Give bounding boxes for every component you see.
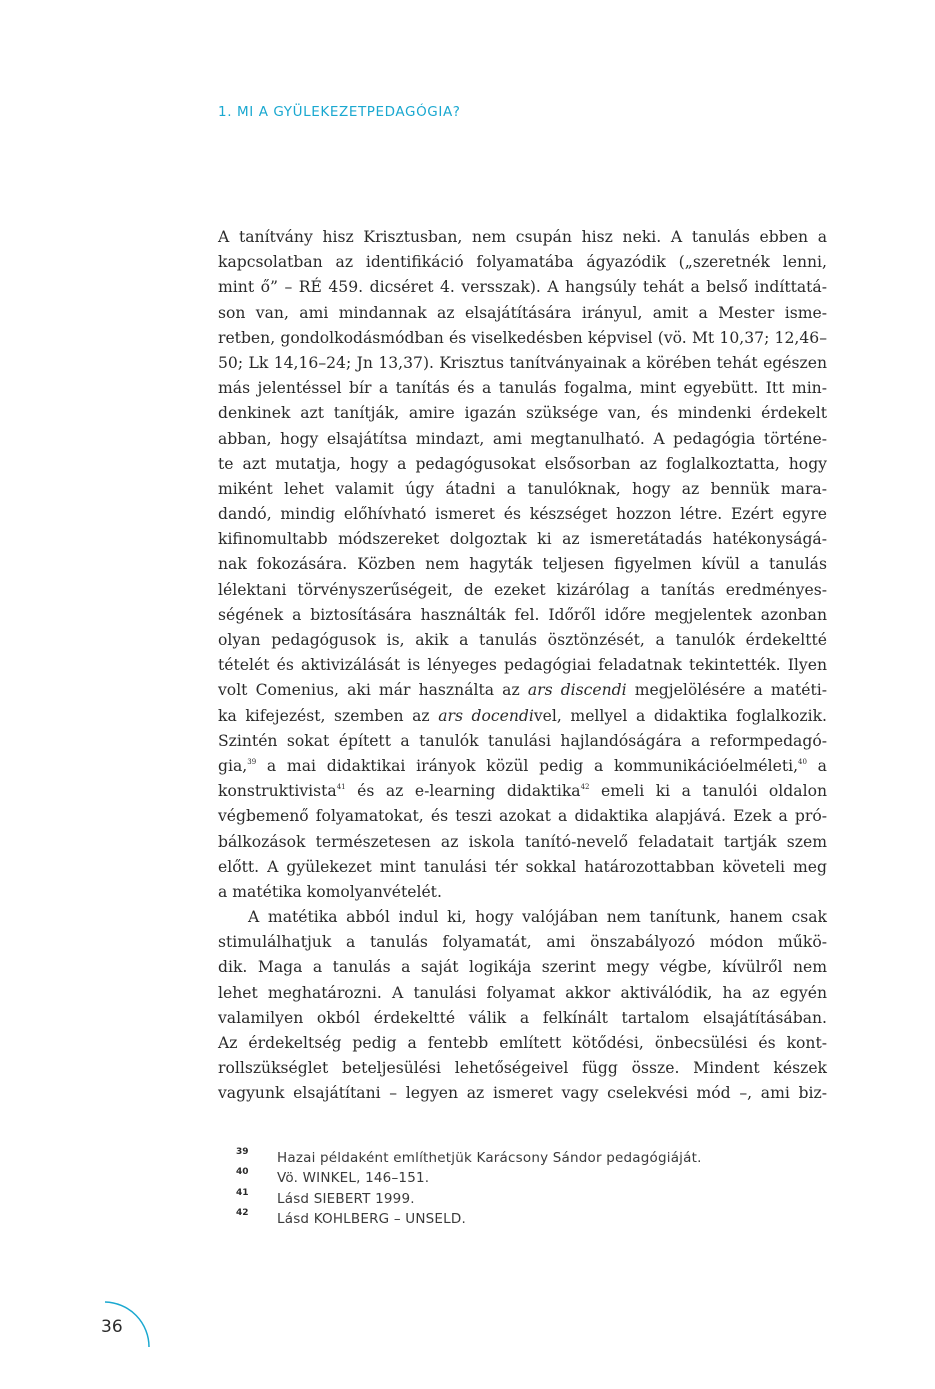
text-line: előtt. A gyülekezet mint tanulási tér sokkal határozottabban követeli meg xyxy=(218,857,827,876)
footnote-ref-40[interactable]: 40 xyxy=(798,757,807,766)
text-run: konstruktivista xyxy=(218,782,337,801)
text-line: nak fokozására. Közben nem hagyták teljesen figyelmen kívül a tanulás xyxy=(218,555,827,574)
text-run: emeli ki a tanulói oldalon xyxy=(589,782,827,801)
text-line: a matétika komolyanvételét. xyxy=(218,882,442,901)
text-line: olyan pedagógusok is, akik a tanulás ösztönzését, a tanulók érdekeltté xyxy=(218,631,827,649)
footnote-ref-41[interactable]: 41 xyxy=(336,783,346,792)
text-line: dik. Maga a tanulás a saját logikája szerint megy végbe, kívülről nem xyxy=(218,958,827,977)
text-line xyxy=(218,678,827,703)
text-line: son van, ami mindannak az elsajátítására irányul, amit a Mester isme- xyxy=(218,303,827,322)
footnote-number: 40 xyxy=(236,1167,249,1178)
text-run: ka kifejezést, szemben az xyxy=(218,706,439,725)
footnote-ref-42[interactable]: 42 xyxy=(580,783,590,792)
text-line: te azt mutatja, hogy a pedagógusokat elsősorban az foglalkoztatta, hogy xyxy=(218,454,827,473)
text-line: mint ő” – RÉ 459. dicséret 4. versszak). A hangsúly tehát a belső indíttatá- xyxy=(218,278,827,297)
text-line: Szintén sokat épített a tanulók tanulási hajlandóságára a reformpedagó- xyxy=(218,731,827,750)
footnote-number: 39 xyxy=(236,1147,249,1157)
text-run: gia, xyxy=(218,756,248,775)
text-line: rollszükséglet beteljesülési lehetőségeivel függ össze. Mindent készek xyxy=(218,1059,827,1078)
text-line xyxy=(218,754,827,779)
text-line: tételét és aktivizálását is lényeges pedagógiai feladatnak tekintették. Ilyen xyxy=(218,656,827,675)
footnote-text: Lásd KOHLBERG – UNSELD. xyxy=(277,1210,466,1227)
text-line: végbemenő folyamatokat, és teszi azokat a didaktika alapjává. Ezek a pró- xyxy=(218,807,827,826)
latin-term-ars-discendi: ars discendi xyxy=(527,681,627,700)
text-line: miként lehet valamit úgy átadni a tanulóknak, hogy az bennük mara- xyxy=(218,479,827,498)
text-line: abban, hogy elsajátítsa mindazt, ami megtanulható. A pedagógia történe- xyxy=(218,429,827,448)
text-line: denkinek azt tanítják, amire igazán szüksége van, és mindenki érdekelt xyxy=(218,404,827,423)
text-line xyxy=(218,704,827,729)
text-line: lélektani törvényszerűségeit, de ezeket kizárólag a tanítás eredményes- xyxy=(218,580,827,599)
text-line xyxy=(218,779,827,804)
chapter-header: 1. MI A GYÜLEKEZETPEDAGÓGIA? xyxy=(218,104,461,120)
footnote-ref-39[interactable]: 39 xyxy=(247,757,257,766)
footnote-text: Lásd SIEBERT 1999. xyxy=(277,1190,415,1207)
text-line: Az érdekeltség pedig a fentebb említett kötődési, önbecsülési és kont- xyxy=(218,1034,827,1052)
latin-term-ars-docendi: ars docendi xyxy=(438,706,534,725)
text-line: ségének a biztosítására használták fel. Időről időre megjelentek azonban xyxy=(218,605,827,624)
text-run: a mai didaktikai irányok közül pedig a kommunikációelméleti, xyxy=(256,756,799,775)
text-line: valamilyen okból érdekeltté válik a felkínált tartalom elsajátításában. xyxy=(218,1008,827,1027)
text-line: dandó, mindig előhívható ismeret és készséget hozzon létre. Ezért egyre xyxy=(218,505,827,524)
text-line: bálkozások természetesen az iskola tanító-nevelő feladatait tartják szem xyxy=(218,832,827,851)
text-run: megjelölésére a matéti- xyxy=(626,681,827,700)
text-line: 50; Lk 14,16–24; Jn 13,37). Krisztus tanítványainak a körében tehát egészen xyxy=(218,353,827,372)
footnote-text: Vö. WINKEL, 146–151. xyxy=(277,1170,430,1187)
text-line: stimulálhatjuk a tanulás folyamatát, ami önszabályozó módon műkö- xyxy=(218,933,827,952)
text-line: más jelentéssel bír a tanítás és a tanulás fogalma, mint egyebütt. Itt min- xyxy=(218,379,827,398)
text-line: kifinomultabb módszereket dolgoztak ki az ismeretátadás hatékonyságá- xyxy=(218,530,827,549)
text-line: kapcsolatban az identifikáció folyamatába ágyazódik („szeretnék lenni, xyxy=(218,253,827,272)
text-line: lehet meghatározni. A tanulási folyamat akkor aktiválódik, ha az egyén xyxy=(218,983,827,1002)
page-number: 36 xyxy=(101,1317,123,1337)
footnote-text: Hazai példaként említhetjük Karácsony Sándor pedagógiáját. xyxy=(277,1150,702,1166)
text-line: A tanítvány hisz Krisztusban, nem csupán hisz neki. A tanulás ebben a xyxy=(218,228,827,246)
footnote-number: 41 xyxy=(236,1187,249,1198)
text-run: volt Comenius, aki már használta az xyxy=(218,681,528,700)
text-run: a xyxy=(806,756,827,775)
text-line: A matétika abból indul ki, hogy valójában nem tanítunk, hanem csak xyxy=(248,908,827,927)
text-run: és az e-learning didaktika xyxy=(345,782,581,801)
body-text xyxy=(218,225,827,1107)
text-run: vel, mellyel a didaktika foglalkozik. xyxy=(533,706,827,725)
text-line: vagyunk elsajátítani – legyen az ismeret vagy cselekvési mód –, ami biz- xyxy=(218,1084,827,1103)
footnote-number: 42 xyxy=(236,1207,249,1218)
text-line: retben, gondolkodásmódban és viselkedésben képvisel (vö. Mt 10,37; 12,46– xyxy=(218,328,827,347)
